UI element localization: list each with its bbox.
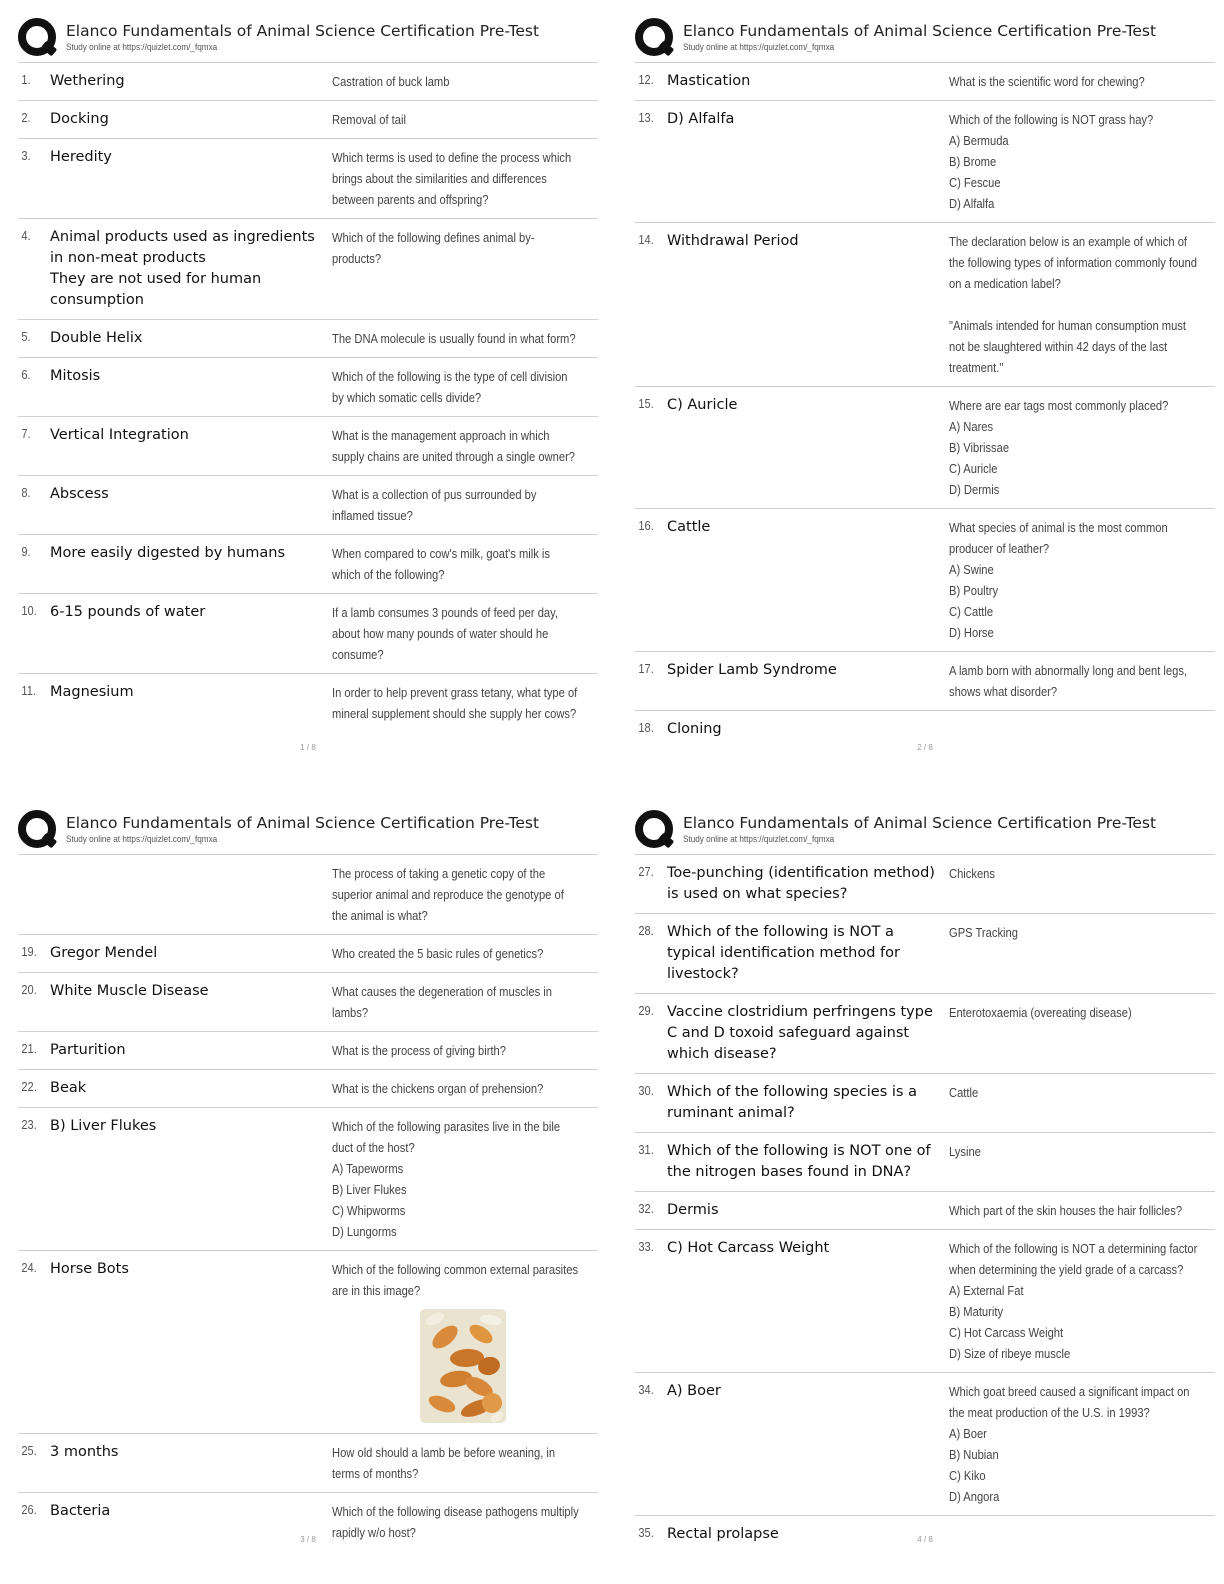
page-number: 4 / 8 bbox=[917, 1535, 933, 1544]
card-row bbox=[18, 63, 598, 101]
card-term: Which of the following is NOT one of the nitrogen bases found in DNA? bbox=[667, 1143, 931, 1180]
card-number: 25. bbox=[21, 1443, 37, 1458]
card-row bbox=[18, 594, 598, 674]
card-definition: The declaration below is an example of which of the following types of information commonly found on a medication label? "Animals intended for human consumption must not be slaughtered within 42 days of the last treatment." bbox=[949, 234, 1197, 375]
card-term: B) Liver Flukes bbox=[50, 1118, 157, 1134]
page-title: Elanco Fundamentals of Animal Science Certification Pre-Test bbox=[66, 814, 540, 832]
card-number: 27. bbox=[638, 864, 654, 879]
card-definition-col bbox=[332, 1116, 598, 1242]
card-term: D) Alfalfa bbox=[667, 111, 735, 127]
card-definition-col bbox=[332, 1040, 598, 1061]
card-number: 14. bbox=[638, 232, 654, 247]
header-text bbox=[683, 18, 1156, 53]
card-definition: Which of the following defines animal by-products? bbox=[332, 230, 535, 266]
card-definition-col bbox=[949, 1238, 1215, 1364]
card-definition: GPS Tracking bbox=[949, 925, 1018, 940]
card-definition-col bbox=[332, 981, 598, 1023]
card-list bbox=[18, 854, 598, 1551]
card-definition: Castration of buck lamb bbox=[332, 74, 450, 89]
horse-bots-image bbox=[420, 1309, 506, 1423]
card-number: 1. bbox=[21, 72, 31, 87]
page-3 bbox=[18, 810, 598, 1580]
card-definition-col bbox=[949, 1082, 1215, 1124]
card-row bbox=[18, 973, 598, 1032]
card-definition: Which of the following is NOT a determining factor when determining the yield grade of a carcass? A) External Fat B) Maturity C) Hot Carcass Weight D) Size of ribeye muscle bbox=[949, 1241, 1198, 1361]
card-definition: In order to help prevent grass tetany, what type of mineral supplement should she supply her cows? bbox=[332, 685, 578, 721]
card-row bbox=[635, 509, 1215, 652]
page-title: Elanco Fundamentals of Animal Science Certification Pre-Test bbox=[683, 814, 1157, 832]
card-number: 2. bbox=[21, 110, 31, 125]
card-row bbox=[635, 652, 1215, 711]
card-row bbox=[18, 139, 598, 219]
card-term bbox=[50, 863, 332, 926]
card-definition-col bbox=[949, 517, 1215, 643]
card-definition: Lysine bbox=[949, 1144, 981, 1159]
card-number: 18. bbox=[638, 720, 654, 735]
card-definition-col bbox=[949, 109, 1215, 214]
card-term: 6-15 pounds of water bbox=[50, 604, 206, 620]
card-number: 9. bbox=[21, 544, 31, 559]
card-definition: Which of the following is the type of cell division by which somatic cells divide? bbox=[332, 369, 568, 405]
card-definition-col bbox=[332, 328, 598, 349]
quizlet-logo-icon bbox=[635, 18, 675, 58]
card-term: Horse Bots bbox=[50, 1261, 129, 1277]
card-term: Magnesium bbox=[50, 684, 134, 700]
study-link[interactable]: Study online at https://quizlet.com/_fqmxa bbox=[683, 42, 835, 53]
card-row bbox=[635, 1230, 1215, 1373]
card-definition: If a lamb consumes 3 pounds of feed per day, about how many pounds of water should he consume? bbox=[332, 605, 559, 662]
card-number: 3. bbox=[21, 148, 31, 163]
card-row bbox=[18, 1070, 598, 1108]
card-term: Gregor Mendel bbox=[50, 945, 158, 961]
card-definition-col bbox=[332, 1259, 598, 1425]
page-header bbox=[18, 810, 598, 854]
card-row bbox=[635, 63, 1215, 101]
card-list bbox=[18, 62, 598, 732]
card-definition-col bbox=[332, 484, 598, 526]
card-definition: What causes the degeneration of muscles in lambs? bbox=[332, 984, 552, 1020]
card-definition: Which of the following parasites live in the bile duct of the host? A) Tapeworms B) Liver Flukes C) Whipworms D) Lungorms bbox=[332, 1119, 561, 1239]
card-definition-col bbox=[949, 660, 1215, 702]
card-term: Bacteria bbox=[50, 1503, 111, 1519]
page-number: 1 / 8 bbox=[300, 743, 316, 752]
card-number: 30. bbox=[638, 1083, 654, 1098]
card-row bbox=[635, 855, 1215, 914]
card-row bbox=[635, 101, 1215, 223]
card-term: Spider Lamb Syndrome bbox=[667, 662, 837, 678]
card-definition-col bbox=[332, 109, 598, 130]
card-number: 34. bbox=[638, 1382, 654, 1397]
card-row bbox=[18, 417, 598, 476]
card-term: White Muscle Disease bbox=[50, 983, 209, 999]
card-number: 20. bbox=[21, 982, 37, 997]
bot-larva-shape bbox=[424, 1310, 446, 1328]
card-definition-col bbox=[949, 395, 1215, 500]
card-row bbox=[18, 101, 598, 139]
card-term: Dermis bbox=[667, 1202, 719, 1218]
card-term: Which of the following is NOT a typical identification method for livestock? bbox=[667, 924, 900, 982]
card-number: 13. bbox=[638, 110, 654, 125]
card-row bbox=[635, 1192, 1215, 1230]
card-definition-col bbox=[332, 425, 598, 467]
card-definition-col bbox=[332, 602, 598, 665]
card-term: A) Boer bbox=[667, 1383, 721, 1399]
study-link[interactable]: Study online at https://quizlet.com/_fqmxa bbox=[683, 834, 835, 845]
card-definition: Cattle bbox=[949, 1085, 979, 1100]
card-definition: A lamb born with abnormally long and bent legs, shows what disorder? bbox=[949, 663, 1188, 699]
card-term: C) Hot Carcass Weight bbox=[667, 1240, 830, 1256]
card-number: 11. bbox=[21, 683, 36, 698]
card-number: 19. bbox=[21, 944, 37, 959]
page-title: Elanco Fundamentals of Animal Science Certification Pre-Test bbox=[66, 22, 540, 40]
card-definition: What is the chickens organ of prehension? bbox=[332, 1081, 544, 1096]
card-term: Vertical Integration bbox=[50, 427, 189, 443]
card-definition-col bbox=[949, 1381, 1215, 1507]
card-definition-col bbox=[332, 863, 598, 926]
card-number: 8. bbox=[21, 485, 31, 500]
card-row bbox=[18, 935, 598, 973]
card-term: Vaccine clostridium perfringens type C and D toxoid safeguard against which disease? bbox=[667, 1004, 933, 1062]
card-term: Mastication bbox=[667, 73, 751, 89]
card-row bbox=[635, 1133, 1215, 1192]
header-text bbox=[66, 810, 539, 845]
card-definition: The process of taking a genetic copy of the superior animal and reproduce the genotype of the animal is what? bbox=[332, 866, 564, 923]
card-number: 17. bbox=[638, 661, 654, 676]
card-term: More easily digested by humans bbox=[50, 545, 286, 561]
card-definition: What species of animal is the most common producer of leather? A) Swine B) Poultry C) Cattle D) Horse bbox=[949, 520, 1168, 640]
card-number: 29. bbox=[638, 1003, 654, 1018]
card-term: Cattle bbox=[667, 519, 711, 535]
card-definition-col bbox=[332, 943, 598, 964]
card-number: 10. bbox=[21, 603, 37, 618]
quizlet-logo-icon bbox=[18, 810, 58, 850]
card-row bbox=[18, 674, 598, 732]
card-row bbox=[18, 1032, 598, 1070]
card-term: Wethering bbox=[50, 73, 125, 89]
card-definition: Which of the following disease pathogens multiply rapidly w/o host? bbox=[332, 1504, 579, 1540]
card-list bbox=[635, 854, 1215, 1553]
page-title: Elanco Fundamentals of Animal Science Certification Pre-Test bbox=[683, 22, 1157, 40]
card-number: 26. bbox=[21, 1502, 37, 1517]
card-term: Animal products used as ingredients in non-meat products They are not used for human consumption bbox=[50, 229, 315, 308]
study-link[interactable]: Study online at https://quizlet.com/_fqmxa bbox=[66, 42, 218, 53]
card-definition-col bbox=[332, 71, 598, 92]
card-definition-col bbox=[949, 1141, 1215, 1183]
card-definition-col bbox=[332, 1442, 598, 1484]
card-row bbox=[635, 994, 1215, 1074]
card-term: Cloning bbox=[667, 721, 722, 737]
card-definition-col bbox=[949, 1200, 1215, 1221]
card-definition-col bbox=[949, 1002, 1215, 1065]
card-definition-col bbox=[949, 922, 1215, 985]
card-term: C) Auricle bbox=[667, 397, 738, 413]
card-number: 12. bbox=[638, 72, 654, 87]
card-definition-col bbox=[332, 543, 598, 585]
card-row bbox=[18, 855, 598, 935]
card-definition: What is the process of giving birth? bbox=[332, 1043, 507, 1058]
card-number: 35. bbox=[638, 1525, 654, 1540]
card-term: Toe-punching (identification method) is used on what species? bbox=[667, 865, 935, 902]
card-term: 3 months bbox=[50, 1444, 119, 1460]
card-number: 15. bbox=[638, 396, 654, 411]
card-term: Parturition bbox=[50, 1042, 126, 1058]
card-number bbox=[18, 863, 45, 926]
card-number: 6. bbox=[21, 367, 31, 382]
page-2 bbox=[635, 18, 1215, 788]
header-text bbox=[683, 810, 1156, 845]
card-number: 4. bbox=[21, 228, 31, 243]
card-row bbox=[18, 535, 598, 594]
card-term: Double Helix bbox=[50, 330, 143, 346]
card-definition: Chickens bbox=[949, 866, 995, 881]
card-term: Rectal prolapse bbox=[667, 1526, 779, 1542]
header-text bbox=[66, 18, 539, 53]
page-number: 2 / 8 bbox=[917, 743, 933, 752]
card-number: 24. bbox=[21, 1260, 37, 1275]
card-definition-col bbox=[332, 682, 598, 724]
card-term: Mitosis bbox=[50, 368, 101, 384]
card-definition: Enterotoxaemia (overeating disease) bbox=[949, 1005, 1132, 1020]
card-row bbox=[18, 1108, 598, 1251]
card-row bbox=[18, 1251, 598, 1434]
card-definition: How old should a lamb be before weaning, in terms of months? bbox=[332, 1445, 556, 1481]
card-row bbox=[635, 1074, 1215, 1133]
card-number: 28. bbox=[638, 923, 654, 938]
card-definition: What is the management approach in which supply chains are united through a single owner? bbox=[332, 428, 576, 464]
page-header bbox=[18, 18, 598, 62]
quizlet-logo-icon bbox=[18, 18, 58, 58]
card-row bbox=[18, 320, 598, 358]
card-term: Beak bbox=[50, 1080, 87, 1096]
card-definition: Removal of tail bbox=[332, 112, 406, 127]
card-row bbox=[18, 358, 598, 417]
card-number: 33. bbox=[638, 1239, 654, 1254]
card-definition: Which goat breed caused a significant impact on the meat production of the U.S. in 1993? A) Boer B) Nubian C) Kiko D) Angora bbox=[949, 1384, 1190, 1504]
card-row bbox=[18, 1434, 598, 1493]
page-header bbox=[635, 810, 1215, 854]
card-number: 22. bbox=[21, 1079, 37, 1094]
card-term: Abscess bbox=[50, 486, 109, 502]
card-definition: The DNA molecule is usually found in what form? bbox=[332, 331, 576, 346]
card-number: 7. bbox=[21, 426, 31, 441]
page-1 bbox=[18, 18, 598, 788]
card-definition: Which part of the skin houses the hair follicles? bbox=[949, 1203, 1183, 1218]
card-number: 32. bbox=[638, 1201, 654, 1216]
card-definition-col bbox=[949, 71, 1215, 92]
bot-larva-shape bbox=[426, 1392, 457, 1415]
page-number: 3 / 8 bbox=[300, 1535, 316, 1544]
card-definition: Which terms is used to define the process which brings about the similarities and differences between parents and offspring? bbox=[332, 150, 572, 207]
bot-larva-shape bbox=[479, 1313, 502, 1327]
card-definition-col bbox=[332, 227, 598, 311]
card-term: Heredity bbox=[50, 149, 112, 165]
bot-larva-shape bbox=[428, 1321, 461, 1353]
card-definition: When compared to cow's milk, goat's milk is which of the following? bbox=[332, 546, 551, 582]
card-term: Docking bbox=[50, 111, 109, 127]
card-definition-col bbox=[949, 231, 1215, 378]
card-row bbox=[635, 1373, 1215, 1516]
card-definition: What is the scientific word for chewing? bbox=[949, 74, 1145, 89]
card-definition: Who created the 5 basic rules of genetics? bbox=[332, 946, 544, 961]
card-number: 5. bbox=[21, 329, 31, 344]
card-number: 23. bbox=[21, 1117, 37, 1132]
card-row bbox=[635, 914, 1215, 994]
card-row bbox=[18, 476, 598, 535]
page-header bbox=[635, 18, 1215, 62]
card-number: 31. bbox=[638, 1142, 654, 1157]
study-link[interactable]: Study online at https://quizlet.com/_fqmxa bbox=[66, 834, 218, 845]
card-definition: Which of the following common external parasites are in this image? bbox=[332, 1262, 579, 1298]
card-definition-col bbox=[332, 1078, 598, 1099]
card-term: Withdrawal Period bbox=[667, 233, 799, 249]
page-4 bbox=[635, 810, 1215, 1580]
card-term: Which of the following species is a ruminant animal? bbox=[667, 1084, 917, 1121]
card-definition: What is a collection of pus surrounded by inflamed tissue? bbox=[332, 487, 537, 523]
card-definition-col bbox=[332, 147, 598, 210]
card-row bbox=[635, 387, 1215, 509]
card-definition-col bbox=[949, 863, 1215, 905]
card-list bbox=[635, 62, 1215, 748]
card-number: 16. bbox=[638, 518, 654, 533]
card-row bbox=[635, 223, 1215, 387]
card-definition: Which of the following is NOT grass hay? A) Bermuda B) Brome C) Fescue D) Alfalfa bbox=[949, 112, 1154, 211]
card-number: 21. bbox=[21, 1041, 37, 1056]
card-definition-col bbox=[949, 719, 1215, 740]
card-definition: Where are ear tags most commonly placed? A) Nares B) Vibrissae C) Auricle D) Dermis bbox=[949, 398, 1169, 497]
card-definition-col bbox=[332, 366, 598, 408]
quizlet-logo-icon bbox=[635, 810, 675, 850]
card-row bbox=[18, 219, 598, 320]
